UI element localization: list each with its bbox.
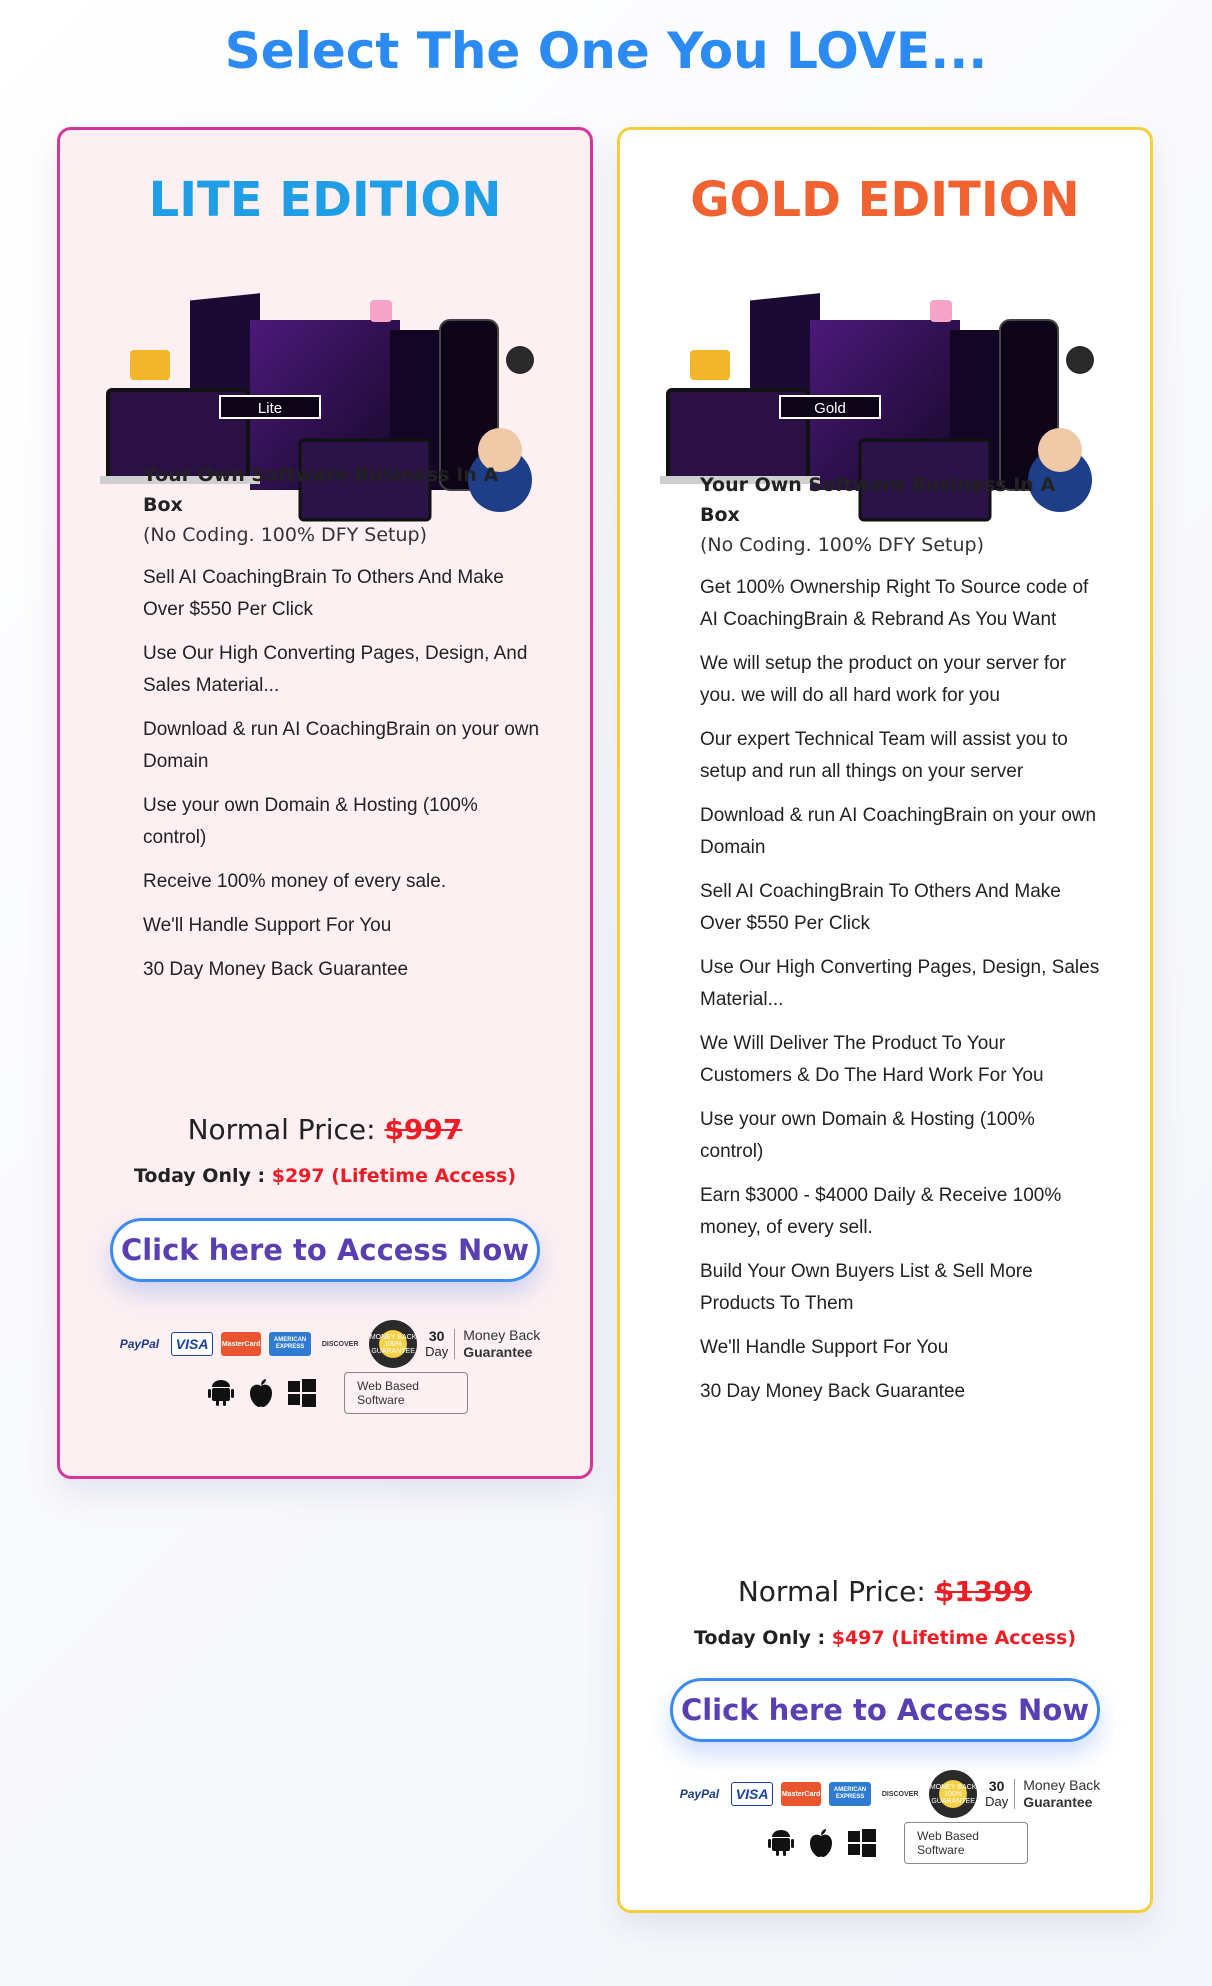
list-item: Sell AI CoachingBrain To Others And Make Over $550 Per Click: [700, 881, 1061, 934]
lite-feature-headline: Your Own Software Business In A Box: [143, 464, 499, 516]
discover-icon: DISCOVER: [321, 1340, 359, 1348]
apple-icon: [808, 1828, 834, 1858]
gold-normal-price-label: Normal Price:: [737, 1575, 926, 1608]
list-item: We will setup the product on your server for you. we will do all hard work for you: [700, 653, 1067, 706]
lite-edition-card: [57, 127, 593, 1479]
gold-access-button[interactable]: Click here to Access Now: [670, 1678, 1100, 1742]
gold-payment-badges: [668, 1766, 1108, 1822]
lite-edition-title: LITE EDITION: [148, 172, 502, 228]
lite-feature-list: [143, 460, 543, 998]
gold-feature-subline: (No Coding. 100% DFY Setup): [700, 534, 984, 556]
gold-today-price: [620, 1627, 1150, 1649]
list-item: Download & run AI CoachingBrain on your own Domain: [143, 719, 540, 772]
gold-platform-icons: [768, 1823, 1028, 1863]
list-item: We'll Handle Support For You: [700, 1337, 949, 1358]
mastercard-icon: MasterCard: [221, 1332, 261, 1356]
gold-box-label: Gold: [814, 400, 846, 417]
guarantee-days: 30 Day: [985, 1779, 1015, 1809]
lite-payment-badges: [108, 1316, 548, 1372]
list-item: We'll Handle Support For You: [143, 915, 392, 936]
mastercard-icon: MasterCard: [781, 1782, 821, 1806]
gold-edition-title: GOLD EDITION: [690, 172, 1080, 228]
windows-icon: [848, 1828, 876, 1858]
amex-icon: AMERICAN EXPRESS: [269, 1332, 311, 1356]
gold-normal-price-value: $1399: [934, 1575, 1033, 1608]
money-back-seal-icon: MONEY BACK 100% GUARANTEE: [369, 1320, 417, 1368]
gold-edition-card: [617, 127, 1153, 1913]
list-item: Get 100% Ownership Right To Source code of AI CoachingBrain & Rebrand As You Want: [700, 577, 1089, 630]
list-item: Use your own Domain & Hosting (100% control): [700, 1109, 1035, 1162]
web-based-badge: Web Based Software: [904, 1822, 1028, 1864]
android-icon: [768, 1828, 794, 1858]
gold-feature-list: [700, 470, 1100, 1420]
list-item: Build Your Own Buyers List & Sell More Products To Them: [700, 1261, 1033, 1314]
amex-icon: AMERICAN EXPRESS: [829, 1782, 871, 1806]
guarantee-days: 30 Day: [425, 1329, 455, 1359]
lite-normal-price-value: $997: [384, 1113, 463, 1146]
guarantee-text: Money Back Guarantee: [1023, 1777, 1101, 1810]
lite-platform-icons: [208, 1373, 468, 1413]
money-back-seal-icon: MONEY BACK 100% GUARANTEE: [929, 1770, 977, 1818]
apple-icon: [248, 1378, 274, 1408]
paypal-icon: PayPal: [679, 1787, 720, 1801]
web-based-badge: Web Based Software: [344, 1372, 468, 1414]
lite-normal-price-label: Normal Price:: [187, 1113, 376, 1146]
lite-access-button[interactable]: Click here to Access Now: [110, 1218, 540, 1282]
gold-today-value: $497 (Lifetime Access): [831, 1627, 1076, 1649]
visa-icon: VISA: [171, 1332, 213, 1356]
android-icon: [208, 1378, 234, 1408]
guarantee-text: Money Back Guarantee: [463, 1327, 541, 1360]
windows-icon: [288, 1378, 316, 1408]
list-item: Our expert Technical Team will assist you to setup and run all things on your server: [700, 729, 1068, 782]
lite-today-value: $297 (Lifetime Access): [271, 1165, 516, 1187]
list-item: Use your own Domain & Hosting (100% control): [143, 795, 478, 848]
lite-box-label: Lite: [257, 400, 283, 417]
paypal-icon: PayPal: [119, 1337, 160, 1351]
list-item: 30 Day Money Back Guarantee: [700, 1381, 966, 1402]
lite-normal-price: [60, 1113, 590, 1146]
list-item: We Will Deliver The Product To Your Customers & Do The Hard Work For You: [700, 1033, 1044, 1086]
discover-icon: DISCOVER: [881, 1790, 919, 1798]
list-item: Receive 100% money of every sale.: [143, 871, 447, 892]
lite-feature-subline: (No Coding. 100% DFY Setup): [143, 524, 427, 546]
list-item: Use Our High Converting Pages, Design, And Sales Material...: [143, 643, 528, 696]
gold-today-label: Today Only :: [693, 1627, 826, 1649]
lite-today-price: [60, 1165, 590, 1187]
lite-today-label: Today Only :: [133, 1165, 266, 1187]
list-item: Download & run AI CoachingBrain on your own Domain: [700, 805, 1097, 858]
gold-normal-price: [620, 1575, 1150, 1608]
list-item: 30 Day Money Back Guarantee: [143, 959, 409, 980]
visa-icon: VISA: [731, 1782, 773, 1806]
gold-feature-headline: Your Own Software Business In A Box: [700, 474, 1056, 526]
list-item: Use Our High Converting Pages, Design, Sales Material...: [700, 957, 1100, 1010]
list-item: Earn $3000 - $4000 Daily & Receive 100% money, of every sell.: [700, 1185, 1062, 1238]
page-title: Select The One You LOVE...: [224, 22, 988, 80]
list-item: Sell AI CoachingBrain To Others And Make Over $550 Per Click: [143, 567, 504, 620]
